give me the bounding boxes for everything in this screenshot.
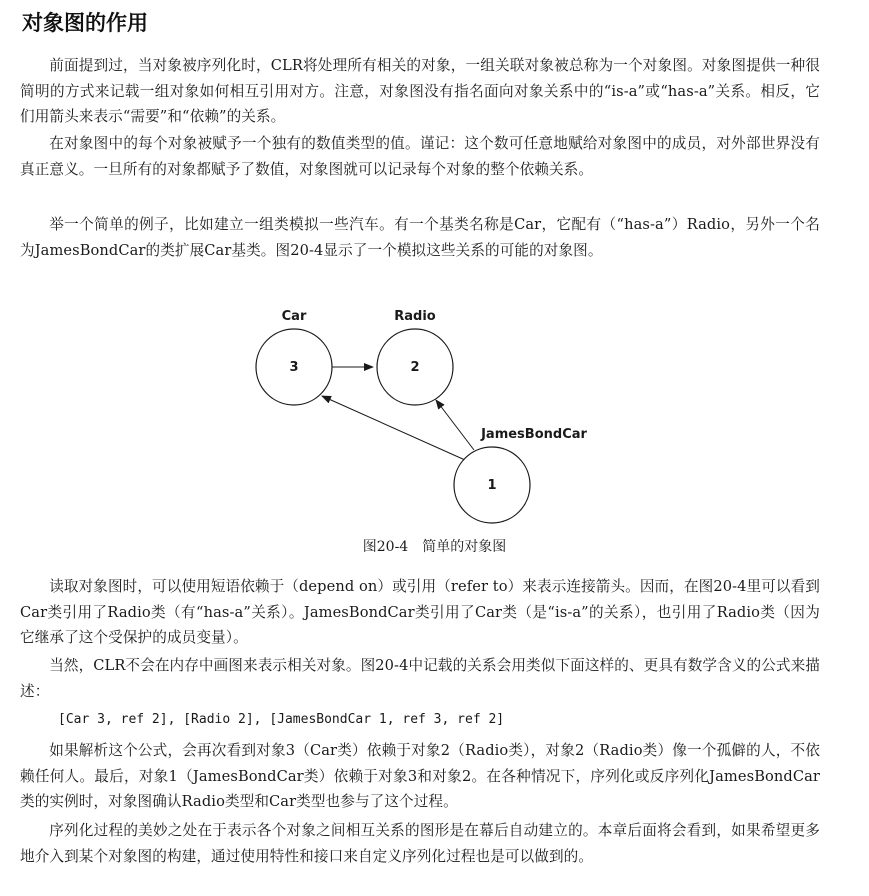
node-radio-id: 2 <box>410 360 420 375</box>
paragraph-object-graph-intro: 前面提到过，当对象被序列化时，CLR将处理所有相关的对象，一组关联对象被总称为一个对象图。对象图提供一种很简明的方式来记载一组对象如何相互引用对方。注意，对象图没有指名面向对象关系中的“is-a”或“has-a”关系。相反，它们用箭头来表示“需要”和“依赖”的关系。 <box>20 57 820 125</box>
node-jamesbondcar-label: JamesBondCar <box>481 427 587 442</box>
formula-code: [Car 3, ref 2], [Radio 2], [JamesBondCar 1, ref 3, ref 2] <box>58 712 505 727</box>
object-graph-diagram <box>240 300 600 530</box>
edge-jamesbondcar-to-car <box>322 396 465 460</box>
figure-caption: 图20-4 简单的对象图 <box>362 539 507 555</box>
node-jamesbondcar-id: 1 <box>487 478 497 493</box>
node-car-id: 3 <box>289 360 299 375</box>
paragraph-formula-explanation: 如果解析这个公式，会再次看到对象3（Car类）依赖于对象2（Radio类），对象2（Radio类）像一个孤僻的人，不依赖任何人。最后，对象1（JamesBondCar类）依赖于对象3和对象2。在各种情况下，序列化或反序列化JamesBondCar类的实例时，对象图确认Radio类型和Car类型也参与了这个过程。 <box>20 742 820 810</box>
node-radio-label: Radio <box>394 309 436 324</box>
edge-jamesbondcar-to-radio <box>436 400 474 450</box>
node-car-label: Car <box>281 309 307 324</box>
object-graph-figure <box>240 300 600 530</box>
section-title: 对象图的作用 <box>22 11 148 35</box>
paragraph-reading-graph: 读取对象图时，可以使用短语依赖于（depend on）或引用（refer to）来表示连接箭头。因而，在图20-4里可以看到Car类引用了Radio类（有“has-a”关系）。JamesBondCar类引用了Car类（是“is-a”的关系），也引用了Radio类（因为它继承了这个受保护的成员变量）。 <box>20 578 820 646</box>
paragraph-object-ids: 在对象图中的每个对象被赋予一个独有的数值类型的值。谨记：这个数可任意地赋给对象图中的成员，对外部世界没有真正意义。一旦所有的对象都赋予了数值，对象图就可以记录每个对象的整个依赖关系。 <box>20 135 820 178</box>
paragraph-serialization-summary: 序列化过程的美妙之处在于表示各个对象之间相互关系的图形是在幕后自动建立的。本章后面将会看到，如果希望更多地介入到某个对象图的构建，通过使用特性和接口来自定义序列化过程也是可以做到的。 <box>20 822 820 865</box>
paragraph-formula-intro: 当然，CLR不会在内存中画图来表示相关对象。图20-4中记载的关系会用类似下面这样的、更具有数学含义的公式来描述： <box>20 657 820 700</box>
paragraph-car-example: 举一个简单的例子，比如建立一组类模拟一些汽车。有一个基类名称是Car，它配有（“has-a”）Radio，另外一个名为JamesBondCar的类扩展Car基类。图20-4显示了一个模拟这些关系的可能的对象图。 <box>20 216 820 259</box>
